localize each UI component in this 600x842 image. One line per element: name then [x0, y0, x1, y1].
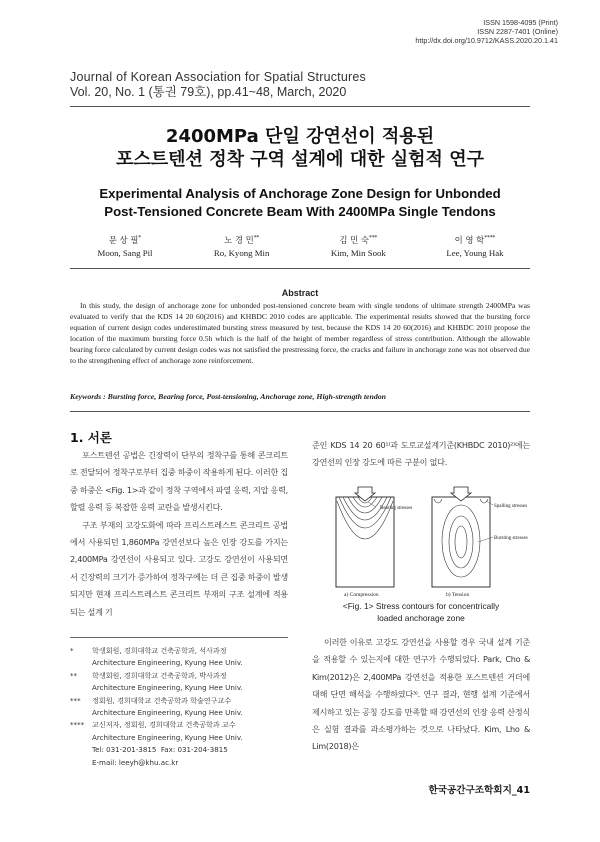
paragraph: 이러한 이유로 고강도 강연선을 사용할 경우 국내 설계 기준을 적용할 수 있는지에 대한 연구가 수행되었다. Park, Cho & Kim(2012)은 2,400MPa 강연선을 적용한 포스트텐션 거더에 대해 단면 해석을 수행하였다³⁾. 연구 결과, 현행 설계 기준에서 제시하고 있는 공칭 강도를 만족할 때 강연선의 인장 응력 산정식은 실험 결과를 과소평가하는 것으로 나타났다. Kim, Lho & Lim(2018)은 — [312, 637, 530, 752]
doi-link[interactable]: http://dx.doi.org/10.9712/KASS.2020.20.1.41 — [415, 36, 558, 45]
footnote-affiliation-en: Architecture Engineering, Kyung Hee Univ. — [92, 658, 243, 668]
label-bursting: Bursting stresses — [494, 536, 528, 541]
footnote — [70, 645, 310, 670]
author-name-ko: 이 영 학 — [454, 234, 485, 245]
journal-name: Journal of Korean Association for Spatial Structures — [70, 70, 366, 84]
stress-contour-diagram — [328, 487, 528, 605]
footnote-mark: *** — [70, 695, 81, 705]
label-bearing: Bearing stresses — [380, 506, 413, 511]
contact-fax: Fax: 031-204-3815 — [160, 745, 228, 755]
author-name-en: Lee, Young Hak — [446, 247, 504, 258]
footnote-affiliation-ko: 정회원, 경희대학교 건축공학과 학술연구교수 — [92, 695, 232, 705]
footnotes — [70, 645, 310, 769]
issn-print: ISSN 1598-4095 (Print) — [483, 18, 558, 27]
header-rule — [70, 106, 530, 107]
footnote-mark: * — [70, 646, 74, 655]
title-english-line2: Post-Tensioned Concrete Beam With 2400MPa Single Tendons — [104, 204, 496, 219]
author-mark: *** — [368, 235, 378, 241]
author-name-ko: 노 경 민 — [224, 234, 254, 245]
author-name-ko: 문 상 필 — [108, 234, 139, 245]
issn-block — [415, 18, 558, 45]
keywords: Keywords : Bursting force, Bearing force, Post-tensioning, Anchorage zone, High-strength tendon — [70, 392, 386, 401]
contact-email[interactable]: E-mail: leeyh@khu.ac.kr — [92, 757, 179, 767]
right-column-top-text: 준인 KDS 14 20 60¹⁾과 도로교설계기준(KHBDC 2010)²⁾에는 강연선의 인장 강도에 따른 구분이 없다. — [312, 440, 530, 468]
footnote-rule — [70, 637, 288, 638]
label-spalling: Spalling stresses — [494, 504, 528, 509]
section-title: 1. 서론 — [70, 430, 112, 445]
subcaption-b: b) Tension — [446, 592, 470, 598]
footnote-affiliation-ko: 학생회원, 경희대학교 건축공학과, 석사과정 — [92, 646, 227, 655]
abstract-text: In this study, the design of anchorage zone for unbonded post-tensioned concrete beam with single tendons of ultimate strength 2400MPa was evaluated to verify that the KDS 14 20 60(2016) and KHBDC 2010 codes are applicable. The experimental results showed that the bursting force equation of current design codes underestimated bursting stress measured by test, because the KDS 14 20 60(2016) and KHBDC 2010 propose the location of the maximum bursting force 0.5h which is the half of the height of member regardless of stress contribution. Although the allowable bearing force calculated by current design codes was not satisfied the prestressing force, the cracks and failure in anchorage zone was not observed due to the strengthening effect of anchorage zone reinforcement. — [70, 301, 530, 365]
footnote — [70, 695, 310, 720]
author — [420, 232, 530, 260]
abstract-heading: Abstract — [281, 288, 319, 298]
author-mark: **** — [484, 235, 496, 241]
author-name-en: Kim, Min Sook — [330, 247, 386, 258]
paragraph: 포스트텐션 공법은 긴장력이 단부의 정착구를 통해 콘크리트로 전달되어 정착구로부터 집중 하중이 작용하게 된다. 이러한 집중 하중은 <Fig. 1>과 같이 정착 구역에서 파열 응력, 지압 응력, 할렬 응력 등 복잡한 응력 교란을 발생시킨다. — [70, 450, 288, 513]
arrow-a-icon — [355, 487, 375, 501]
footnote-mark: **** — [70, 720, 85, 730]
contact-tel: Tel: 031-201-3815 — [92, 745, 157, 755]
footnote-affiliation-en: Architecture Engineering, Kyung Hee Univ. — [92, 683, 243, 693]
abstract-rule — [70, 411, 530, 412]
footnote-mark: ** — [70, 670, 78, 680]
author — [187, 232, 297, 260]
panel-b-outline — [432, 497, 490, 587]
journal-header — [70, 70, 366, 100]
figure-stress-contours — [328, 487, 528, 605]
footnote-affiliation-en: Architecture Engineering, Kyung Hee Univ. — [92, 708, 243, 718]
author-mark: * — [138, 235, 142, 241]
author — [70, 232, 180, 260]
volume-line: Vol. 20, No. 1 (통권 79호), pp.41~48, March, 2020 — [70, 85, 347, 99]
tension-contours — [434, 499, 488, 577]
subcaption-a: a) Compression — [344, 592, 379, 598]
caption-line1: <Fig. 1> Stress contours for concentrically — [342, 601, 500, 611]
page-footer: 한국공간구조학회지_41 — [428, 785, 530, 796]
figure-caption — [312, 600, 530, 624]
footnote — [70, 719, 310, 769]
paragraph: 구조 부재의 고강도화에 따라 프리스트레스트 콘크리트 공법에서 사용되던 1,860MPa 강연선보다 높은 인장 강도를 가지는 2,400MPa 강연선이 사용되고 있다. 고강도 강연선이 사용되면서 긴장력의 크기가 증가하여 정착구에는 더 큰 집중 하중이 발생되지만 현재 프리스트레스트 콘크리트 부재의 구조 설계에 적용되는 설계 기 — [70, 519, 288, 617]
author-name-ko: 김 민 숙 — [339, 234, 369, 245]
title-english-line1: Experimental Analysis of Anchorage Zone Design for Unbonded — [99, 186, 501, 201]
footnote — [70, 670, 310, 695]
caption-line2: loaded anchorage zone — [377, 613, 465, 623]
footnote-affiliation-ko: 교신저자, 정회원, 경희대학교 건축공학과 교수 — [92, 720, 236, 730]
right-column-text — [312, 634, 530, 756]
author-mark: ** — [253, 235, 260, 241]
left-column-text — [70, 447, 288, 621]
author — [303, 232, 413, 260]
footnote-affiliation-en: Architecture Engineering, Kyung Hee Univ. — [92, 732, 243, 742]
issn-online: ISSN 2287-7401 (Online) — [477, 27, 558, 36]
author-name-en: Moon, Sang Pil — [97, 247, 153, 258]
footnote-affiliation-ko: 학생회원, 경희대학교 건축공학과, 박사과정 — [92, 670, 227, 680]
author-name-en: Ro, Kyong Min — [213, 247, 270, 258]
author-list — [70, 232, 530, 260]
author-rule — [70, 268, 530, 269]
compression-contours — [337, 497, 393, 539]
arrow-b-icon — [451, 487, 471, 501]
title-korean-line1: 2400MPa 단일 강연선이 적용된 — [165, 126, 435, 147]
title-korean-line2: 포스트텐션 정착 구역 설계에 대한 실험적 연구 — [116, 149, 484, 170]
